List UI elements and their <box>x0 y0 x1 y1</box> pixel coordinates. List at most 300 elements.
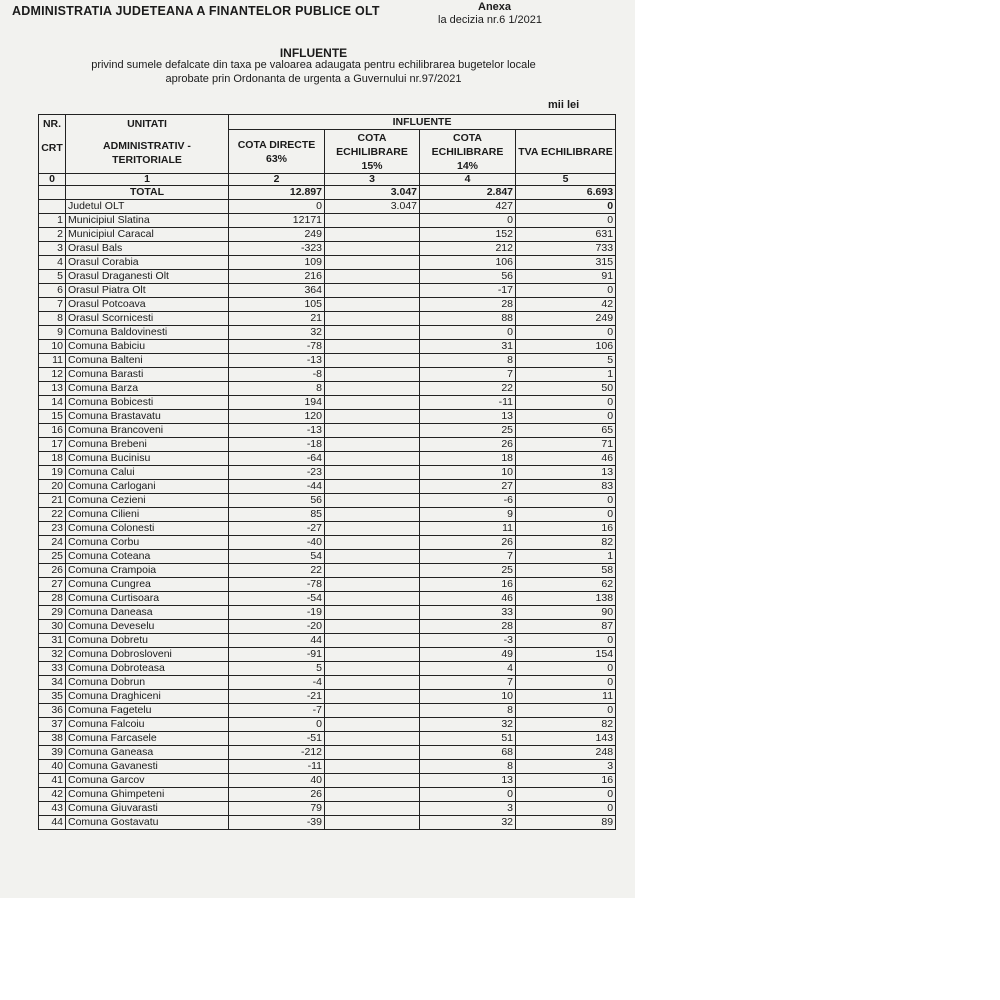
row-unit-name: Comuna Gavanesti <box>66 760 229 774</box>
row-cota-14: 13 <box>420 774 516 788</box>
row-tva: 0 <box>516 214 616 228</box>
row-cota-14: 7 <box>420 676 516 690</box>
row-cota-63: -64 <box>229 452 325 466</box>
row-cota-15 <box>325 592 420 606</box>
row-cota-15 <box>325 732 420 746</box>
row-number: 36 <box>39 704 66 718</box>
decision-reference: la decizia nr.6 1/2021 <box>438 14 542 26</box>
row-unit-name: Comuna Brancoveni <box>66 424 229 438</box>
row-unit-name: Comuna Bobicesti <box>66 396 229 410</box>
table-row <box>39 802 616 816</box>
row-unit-name: Comuna Farcasele <box>66 732 229 746</box>
row-number: 17 <box>39 438 66 452</box>
row-cota-14: 32 <box>420 718 516 732</box>
row-cota-14: 10 <box>420 466 516 480</box>
row-unit-name: Comuna Dobretu <box>66 634 229 648</box>
row-tva: 1 <box>516 550 616 564</box>
row-unit-name: Comuna Ghimpeteni <box>66 788 229 802</box>
institution-name: ADMINISTRATIA JUDETEANA A FINANTELOR PUBLICE OLT <box>12 4 380 18</box>
header-nr-crt <box>39 115 66 174</box>
row-cota-15 <box>325 802 420 816</box>
row-cota-14: 31 <box>420 340 516 354</box>
row-cota-14: 0 <box>420 326 516 340</box>
table-row <box>39 494 616 508</box>
row-cota-63: 85 <box>229 508 325 522</box>
table-row <box>39 816 616 830</box>
row-cota-63: 32 <box>229 326 325 340</box>
row-cota-15 <box>325 522 420 536</box>
units-label: mii lei <box>548 99 580 111</box>
row-cota-63: -13 <box>229 424 325 438</box>
row-cota-15 <box>325 368 420 382</box>
table-row <box>39 578 616 592</box>
row-cota-63: -19 <box>229 606 325 620</box>
row-cota-15 <box>325 648 420 662</box>
header-units-sublabel: ADMINISTRATIV - TERITORIALE <box>103 140 191 166</box>
row-cota-63: 105 <box>229 298 325 312</box>
row-cota-63: -212 <box>229 746 325 760</box>
table-row <box>39 480 616 494</box>
row-unit-name: Comuna Cezieni <box>66 494 229 508</box>
table-row <box>39 732 616 746</box>
total-nr <box>39 186 66 200</box>
row-tva: 248 <box>516 746 616 760</box>
row-cota-14: 0 <box>420 788 516 802</box>
row-cota-63: -11 <box>229 760 325 774</box>
row-cota-14: 28 <box>420 620 516 634</box>
row-tva: 58 <box>516 564 616 578</box>
row-number: 11 <box>39 354 66 368</box>
row-tva: 733 <box>516 242 616 256</box>
row-cota-14: -3 <box>420 634 516 648</box>
document-title: INFLUENTE <box>279 46 348 60</box>
row-cota-63: -323 <box>229 242 325 256</box>
row-tva: 106 <box>516 340 616 354</box>
row-cota-63: 79 <box>229 802 325 816</box>
judet-tva: 0 <box>516 200 616 214</box>
total-cota-63: 12.897 <box>229 186 325 200</box>
row-cota-63: -8 <box>229 368 325 382</box>
row-tva: 143 <box>516 732 616 746</box>
row-tva: 65 <box>516 424 616 438</box>
row-tva: 154 <box>516 648 616 662</box>
row-cota-14: 68 <box>420 746 516 760</box>
row-cota-14: -6 <box>420 494 516 508</box>
row-number: 20 <box>39 480 66 494</box>
row-number: 12 <box>39 368 66 382</box>
table-row <box>39 424 616 438</box>
row-unit-name: Comuna Balteni <box>66 354 229 368</box>
row-tva: 16 <box>516 774 616 788</box>
column-number: 0 <box>39 174 66 186</box>
row-unit-name: Comuna Coteana <box>66 550 229 564</box>
row-cota-15 <box>325 452 420 466</box>
row-cota-14: -11 <box>420 396 516 410</box>
row-cota-15 <box>325 228 420 242</box>
row-unit-name: Comuna Curtisoara <box>66 592 229 606</box>
header-units-label: UNITATI <box>127 118 167 130</box>
row-cota-14: 11 <box>420 522 516 536</box>
row-number: 30 <box>39 620 66 634</box>
row-tva: 5 <box>516 354 616 368</box>
table-row <box>39 410 616 424</box>
header-row-group <box>39 115 616 130</box>
row-cota-14: 32 <box>420 816 516 830</box>
row-tva: 138 <box>516 592 616 606</box>
table-row <box>39 550 616 564</box>
row-tva: 0 <box>516 508 616 522</box>
total-cota-14: 2.847 <box>420 186 516 200</box>
row-tva: 0 <box>516 704 616 718</box>
header-units <box>66 115 229 174</box>
row-cota-63: 40 <box>229 774 325 788</box>
row-unit-name: Municipiul Caracal <box>66 228 229 242</box>
row-cota-15 <box>325 270 420 284</box>
row-cota-63: 21 <box>229 312 325 326</box>
row-unit-name: Orasul Piatra Olt <box>66 284 229 298</box>
row-cota-14: 3 <box>420 802 516 816</box>
row-cota-63: -40 <box>229 536 325 550</box>
row-cota-14: 27 <box>420 480 516 494</box>
row-number: 7 <box>39 298 66 312</box>
table-row <box>39 620 616 634</box>
table-row <box>39 648 616 662</box>
row-cota-15 <box>325 326 420 340</box>
table-row <box>39 592 616 606</box>
row-unit-name: Comuna Deveselu <box>66 620 229 634</box>
row-number: 23 <box>39 522 66 536</box>
table-row <box>39 298 616 312</box>
row-number: 31 <box>39 634 66 648</box>
row-unit-name: Comuna Bucinisu <box>66 452 229 466</box>
row-cota-63: 249 <box>229 228 325 242</box>
row-cota-15 <box>325 312 420 326</box>
row-cota-15 <box>325 704 420 718</box>
row-number: 18 <box>39 452 66 466</box>
row-unit-name: Comuna Dobrun <box>66 676 229 690</box>
table-row <box>39 228 616 242</box>
row-cota-63: 364 <box>229 284 325 298</box>
row-cota-15 <box>325 662 420 676</box>
row-cota-63: 5 <box>229 662 325 676</box>
row-cota-14: 26 <box>420 438 516 452</box>
row-cota-63: 194 <box>229 396 325 410</box>
header-tva-echilibrare: TVA ECHILIBRARE <box>516 130 616 174</box>
row-tva: 0 <box>516 788 616 802</box>
row-cota-15 <box>325 340 420 354</box>
row-cota-63: -39 <box>229 816 325 830</box>
table-row <box>39 368 616 382</box>
row-tva: 90 <box>516 606 616 620</box>
table-row <box>39 466 616 480</box>
row-cota-63: 44 <box>229 634 325 648</box>
row-tva: 87 <box>516 620 616 634</box>
row-unit-name: Comuna Falcoiu <box>66 718 229 732</box>
row-cota-63: 54 <box>229 550 325 564</box>
row-cota-14: 7 <box>420 550 516 564</box>
row-number: 33 <box>39 662 66 676</box>
row-cota-15 <box>325 788 420 802</box>
row-number: 39 <box>39 746 66 760</box>
row-unit-name: Orasul Scornicesti <box>66 312 229 326</box>
row-number: 34 <box>39 676 66 690</box>
table-row <box>39 340 616 354</box>
row-tva: 91 <box>516 270 616 284</box>
table-row <box>39 508 616 522</box>
row-cota-15 <box>325 676 420 690</box>
row-cota-15 <box>325 242 420 256</box>
table-row <box>39 760 616 774</box>
total-row <box>39 186 616 200</box>
row-cota-14: 25 <box>420 424 516 438</box>
table-row <box>39 284 616 298</box>
table-row <box>39 242 616 256</box>
row-cota-63: 12171 <box>229 214 325 228</box>
row-tva: 315 <box>516 256 616 270</box>
total-label: TOTAL <box>66 186 229 200</box>
row-cota-63: -21 <box>229 690 325 704</box>
row-cota-15 <box>325 494 420 508</box>
column-numbers-row <box>39 174 616 186</box>
row-tva: 0 <box>516 676 616 690</box>
row-cota-63: 0 <box>229 718 325 732</box>
row-cota-15 <box>325 816 420 830</box>
table-row <box>39 690 616 704</box>
document-subtitle-line1: privind sumele defalcate din taxa pe valoarea adaugata pentru echilibrarea bugetelor locale <box>91 59 536 71</box>
header-group-influente: INFLUENTE <box>229 115 616 130</box>
row-unit-name: Comuna Carlogani <box>66 480 229 494</box>
document-subtitle-line2: aprobate prin Ordonanta de urgenta a Guvernului nr.97/2021 <box>165 73 462 85</box>
row-number: 9 <box>39 326 66 340</box>
row-cota-63: -27 <box>229 522 325 536</box>
row-unit-name: Comuna Draghiceni <box>66 690 229 704</box>
row-cota-63: 216 <box>229 270 325 284</box>
row-tva: 42 <box>516 298 616 312</box>
table-row <box>39 270 616 284</box>
row-cota-63: 8 <box>229 382 325 396</box>
row-unit-name: Comuna Ganeasa <box>66 746 229 760</box>
row-cota-15 <box>325 424 420 438</box>
row-unit-name: Comuna Barza <box>66 382 229 396</box>
row-number: 26 <box>39 564 66 578</box>
column-number: 1 <box>66 174 229 186</box>
row-cota-15 <box>325 438 420 452</box>
header-cota-directe-63: COTA DIRECTE 63% <box>229 130 325 174</box>
row-unit-name: Orasul Bals <box>66 242 229 256</box>
row-cota-63: -23 <box>229 466 325 480</box>
row-tva: 62 <box>516 578 616 592</box>
row-cota-15 <box>325 410 420 424</box>
table-row <box>39 452 616 466</box>
row-unit-name: Comuna Corbu <box>66 536 229 550</box>
row-tva: 0 <box>516 802 616 816</box>
row-cota-63: 26 <box>229 788 325 802</box>
row-tva: 0 <box>516 326 616 340</box>
row-cota-14: 25 <box>420 564 516 578</box>
row-number: 22 <box>39 508 66 522</box>
row-unit-name: Comuna Calui <box>66 466 229 480</box>
row-cota-14: 4 <box>420 662 516 676</box>
row-cota-14: 106 <box>420 256 516 270</box>
row-tva: 13 <box>516 466 616 480</box>
row-cota-63: -91 <box>229 648 325 662</box>
table-row <box>39 746 616 760</box>
row-cota-15 <box>325 690 420 704</box>
row-unit-name: Comuna Brastavatu <box>66 410 229 424</box>
table-row <box>39 396 616 410</box>
row-cota-14: 8 <box>420 704 516 718</box>
table-row <box>39 438 616 452</box>
row-cota-15 <box>325 396 420 410</box>
row-number: 38 <box>39 732 66 746</box>
row-unit-name: Comuna Fagetelu <box>66 704 229 718</box>
table-row <box>39 662 616 676</box>
row-unit-name: Orasul Potcoava <box>66 298 229 312</box>
row-unit-name: Comuna Dobrosloveni <box>66 648 229 662</box>
row-unit-name: Comuna Barasti <box>66 368 229 382</box>
row-number: 3 <box>39 242 66 256</box>
row-tva: 1 <box>516 368 616 382</box>
annex-label: Anexa <box>478 1 512 13</box>
row-unit-name: Comuna Babiciu <box>66 340 229 354</box>
row-cota-15 <box>325 606 420 620</box>
row-cota-15 <box>325 774 420 788</box>
row-number: 16 <box>39 424 66 438</box>
row-tva: 46 <box>516 452 616 466</box>
row-cota-15 <box>325 284 420 298</box>
row-cota-63: 120 <box>229 410 325 424</box>
row-cota-14: 7 <box>420 368 516 382</box>
row-number: 41 <box>39 774 66 788</box>
row-number: 27 <box>39 578 66 592</box>
row-tva: 0 <box>516 662 616 676</box>
row-number: 15 <box>39 410 66 424</box>
row-cota-15 <box>325 508 420 522</box>
column-number: 3 <box>325 174 420 186</box>
total-tva: 6.693 <box>516 186 616 200</box>
row-unit-name: Comuna Crampoia <box>66 564 229 578</box>
judet-row <box>39 200 616 214</box>
row-cota-15 <box>325 578 420 592</box>
judet-cota-15: 3.047 <box>325 200 420 214</box>
row-tva: 0 <box>516 396 616 410</box>
row-number: 1 <box>39 214 66 228</box>
table-row <box>39 704 616 718</box>
row-cota-14: -17 <box>420 284 516 298</box>
row-number: 8 <box>39 312 66 326</box>
row-cota-63: -4 <box>229 676 325 690</box>
column-number: 5 <box>516 174 616 186</box>
header-nr-label: NR. <box>42 118 62 130</box>
row-tva: 82 <box>516 536 616 550</box>
table-row <box>39 788 616 802</box>
row-cota-63: 22 <box>229 564 325 578</box>
row-tva: 631 <box>516 228 616 242</box>
judet-label: Judetul OLT <box>66 200 229 214</box>
row-cota-63: 109 <box>229 256 325 270</box>
row-cota-63: -18 <box>229 438 325 452</box>
row-cota-14: 33 <box>420 606 516 620</box>
row-cota-15 <box>325 550 420 564</box>
row-cota-14: 49 <box>420 648 516 662</box>
row-number: 25 <box>39 550 66 564</box>
table-row <box>39 312 616 326</box>
judet-nr <box>39 200 66 214</box>
row-cota-15 <box>325 760 420 774</box>
row-cota-63: -51 <box>229 732 325 746</box>
row-tva: 0 <box>516 284 616 298</box>
table-row <box>39 214 616 228</box>
row-cota-14: 16 <box>420 578 516 592</box>
row-number: 21 <box>39 494 66 508</box>
row-cota-15 <box>325 466 420 480</box>
row-tva: 71 <box>516 438 616 452</box>
table-row <box>39 354 616 368</box>
table-row <box>39 536 616 550</box>
row-unit-name: Comuna Gostavatu <box>66 816 229 830</box>
row-number: 19 <box>39 466 66 480</box>
row-cota-63: -7 <box>229 704 325 718</box>
row-cota-14: 0 <box>420 214 516 228</box>
row-cota-14: 22 <box>420 382 516 396</box>
column-number: 2 <box>229 174 325 186</box>
influences-table <box>38 114 616 830</box>
row-cota-14: 10 <box>420 690 516 704</box>
row-cota-15 <box>325 480 420 494</box>
row-cota-14: 88 <box>420 312 516 326</box>
row-unit-name: Comuna Giuvarasti <box>66 802 229 816</box>
row-cota-63: -78 <box>229 578 325 592</box>
row-cota-14: 46 <box>420 592 516 606</box>
row-number: 40 <box>39 760 66 774</box>
row-cota-15 <box>325 564 420 578</box>
row-number: 13 <box>39 382 66 396</box>
row-number: 5 <box>39 270 66 284</box>
table-row <box>39 256 616 270</box>
row-cota-14: 18 <box>420 452 516 466</box>
row-tva: 3 <box>516 760 616 774</box>
row-cota-15 <box>325 718 420 732</box>
row-tva: 50 <box>516 382 616 396</box>
row-cota-14: 8 <box>420 354 516 368</box>
row-unit-name: Comuna Baldovinesti <box>66 326 229 340</box>
row-tva: 89 <box>516 816 616 830</box>
row-unit-name: Comuna Cilieni <box>66 508 229 522</box>
row-cota-14: 56 <box>420 270 516 284</box>
total-cota-15: 3.047 <box>325 186 420 200</box>
row-unit-name: Comuna Garcov <box>66 774 229 788</box>
row-unit-name: Orasul Draganesti Olt <box>66 270 229 284</box>
row-cota-15 <box>325 620 420 634</box>
row-cota-15 <box>325 634 420 648</box>
row-number: 43 <box>39 802 66 816</box>
table-row <box>39 382 616 396</box>
row-number: 24 <box>39 536 66 550</box>
table-row <box>39 522 616 536</box>
row-cota-15 <box>325 536 420 550</box>
row-number: 28 <box>39 592 66 606</box>
row-cota-63: -78 <box>229 340 325 354</box>
row-tva: 0 <box>516 410 616 424</box>
row-tva: 0 <box>516 634 616 648</box>
row-number: 42 <box>39 788 66 802</box>
row-unit-name: Comuna Colonesti <box>66 522 229 536</box>
row-unit-name: Comuna Brebeni <box>66 438 229 452</box>
row-number: 29 <box>39 606 66 620</box>
row-cota-14: 28 <box>420 298 516 312</box>
row-cota-15 <box>325 746 420 760</box>
row-cota-63: -44 <box>229 480 325 494</box>
